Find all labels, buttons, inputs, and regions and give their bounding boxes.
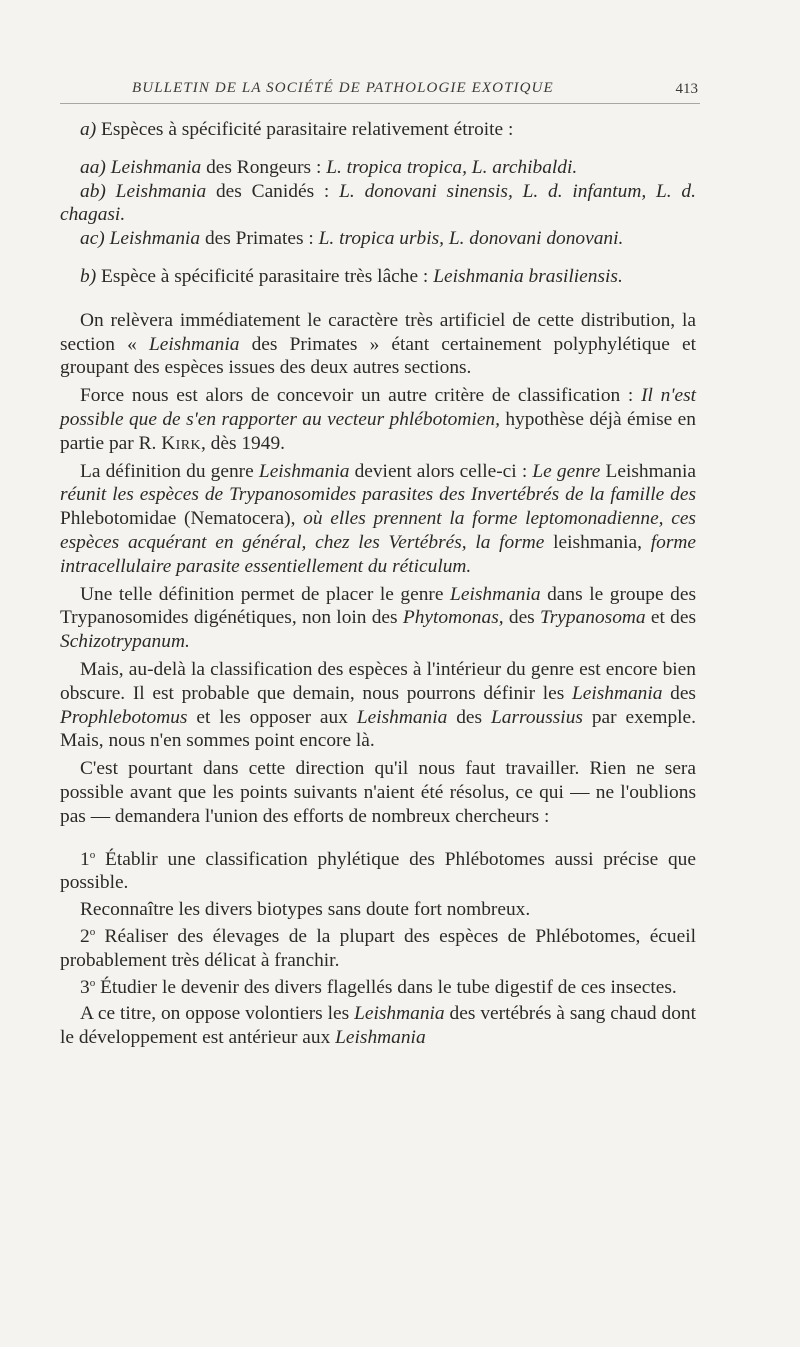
paragraph-text: par exemple. Mais, nous n'en sommes point encore là.: [60, 706, 696, 752]
paragraph-criterion: [60, 384, 696, 455]
genus-name: Leishmania: [354, 1003, 445, 1025]
ordinal-marker: o: [89, 925, 96, 938]
section-b-label: b): [80, 265, 97, 287]
paragraph-text: Force nous est alors de concevoir un autre critère de classification :: [80, 385, 634, 407]
section-b: [60, 265, 696, 289]
genus-name: Schizotrypanum.: [60, 631, 190, 653]
section-ab-label: ab): [80, 180, 106, 202]
header-rule: [60, 103, 700, 104]
paragraph-text: dans le groupe des Trypanosomides digénétiques, non loin des: [60, 583, 696, 629]
section-ac-species: L. tropica urbis, L. donovani donovani.: [318, 228, 624, 250]
paragraph-text: des vertébrés à sang chaud dont le développement est antérieur aux: [60, 1003, 696, 1049]
section-aa: [60, 156, 696, 180]
genus-roman: Leishmania: [605, 460, 696, 482]
section-ab: [60, 180, 696, 228]
paragraph-text: C'est pourtant dans cette direction qu'il nous faut travailler. Rien ne sera possible avant que les points suivants n'aient été résolus, ce qui — ne l'oublions pas — demandera l'union des efforts de nombreux chercheurs :: [60, 758, 696, 827]
paragraph-title-note: [60, 1002, 696, 1050]
paragraph-text: hypothèse déjà émise en partie par R.: [60, 408, 696, 454]
running-header: [60, 80, 700, 100]
genus-name: Phytomonas,: [402, 607, 504, 629]
section-a-label: a): [80, 119, 97, 140]
paragraph-classification: [60, 658, 696, 753]
form-name: leishmania,: [553, 531, 643, 553]
paragraph-definition: [60, 460, 696, 579]
section-a-text: Espèces à spécificité parasitaire relativement étroite :: [101, 119, 514, 140]
section-b-text: Espèce à spécificité parasitaire très lâche :: [101, 265, 429, 287]
definition-text: où elles prennent la forme leptomonadienne, ces espèces acquérant en général, chez les Vertébrés, la forme: [60, 508, 696, 553]
definition-text: Le genre: [532, 460, 601, 482]
list-item-2: [60, 925, 696, 973]
genus-name: Leishmania: [148, 333, 240, 355]
section-aa-label: aa): [80, 156, 106, 178]
paragraph-text: et les opposer aux: [196, 706, 348, 728]
list-text: Reconnaître les divers biotypes sans doute fort nombreux.: [80, 899, 531, 921]
section-aa-host: des Rongeurs :: [206, 156, 322, 178]
section-ac: [60, 227, 696, 251]
section-ab-species: L. donovani sinensis, L. d. infantum, L. d. chagasi.: [60, 180, 696, 226]
section-a: [60, 118, 696, 142]
paragraph-text: des: [456, 706, 483, 728]
section-ac-label: ac): [80, 228, 105, 250]
family-name: Phlebotomidae (Nematocera),: [60, 508, 296, 530]
list-item-1: [60, 848, 696, 896]
definition-text: réunit les espèces de Trypanosomides parasites des Invertébrés de la famille des: [60, 484, 696, 506]
section-b-species: Leishmania brasiliensis.: [433, 265, 623, 287]
paragraph-placement: [60, 583, 696, 654]
paragraph-distribution: [60, 309, 696, 380]
paragraph-text: Mais, au-delà la classification des espèces à l'intérieur du genre est encore bien obscure. Il est probable que demain, nous pourrons définir les: [60, 658, 696, 704]
paragraph-text: des: [508, 607, 535, 629]
list-text: Réaliser des élevages de la plupart des espèces de Phlébotomes, écueil probablement très délicat à franchir.: [60, 925, 696, 971]
author-name: Kirk: [161, 432, 201, 454]
body-text: [60, 118, 696, 1050]
ordinal-marker: o: [89, 848, 96, 861]
paragraph-direction: [60, 757, 696, 828]
genus-name: Leishmania: [356, 706, 448, 728]
genus-name: Leishmania: [571, 682, 663, 704]
section-ac-genus: Leishmania: [109, 228, 201, 250]
paragraph-text: devient alors celle-ci :: [354, 460, 528, 482]
list-item-3: [60, 976, 696, 1000]
definition-text: forme intracellulaire parasite essentiellement du réticulum.: [60, 531, 696, 577]
list-text: Établir une classification phylétique des Phlébotomes aussi précise que possible.: [60, 848, 696, 894]
paragraph-text: La définition du genre: [80, 460, 254, 482]
paragraph-text: des: [670, 682, 696, 704]
list-text: Étudier le devenir des divers flagellés dans le tube digestif de ces insectes.: [100, 976, 677, 998]
list-number: 1: [80, 848, 90, 870]
section-aa-species: L. tropica tropica, L. archibaldi.: [326, 156, 578, 178]
journal-title: BULLETIN DE LA SOCIÉTÉ DE PATHOLOGIE EXOTIQUE: [132, 80, 554, 96]
list-number: 3: [80, 976, 90, 998]
genus-name: Leishmania: [450, 583, 541, 605]
paragraph-text: et des: [650, 607, 696, 629]
section-ab-host: des Canidés :: [215, 180, 330, 202]
paragraph-text: Une telle définition permet de placer le genre: [80, 583, 444, 605]
list-number: 2: [80, 925, 90, 947]
genus-name: Leishmania: [335, 1027, 426, 1049]
paragraph-text: , dès 1949.: [200, 432, 285, 454]
genus-name: Larroussius: [490, 706, 583, 728]
genus-name: Prophlebotomus: [60, 706, 188, 728]
emphasis-text: Il n'est possible que de s'en rapporter au vecteur phlébotomien,: [60, 385, 697, 430]
paragraph-text: A ce titre, on oppose volontiers les: [80, 1003, 350, 1025]
genus-name: Leishmania: [258, 460, 350, 482]
paragraph-text: des Primates » étant certainement polyphylétique et groupant des espèces issues des deux autres sections.: [60, 333, 696, 379]
ordinal-marker: o: [89, 976, 96, 989]
section-aa-genus: Leishmania: [110, 156, 202, 178]
paragraph-text: On relèvera immédiatement le caractère très artificiel de cette distribution, la section «: [60, 309, 696, 355]
list-item-1b: [60, 898, 696, 922]
page-number: 413: [675, 81, 698, 97]
genus-name: Trypanosoma: [540, 607, 646, 629]
section-ab-genus: Leishmania: [115, 180, 207, 202]
section-ac-host: des Primates :: [204, 228, 314, 250]
